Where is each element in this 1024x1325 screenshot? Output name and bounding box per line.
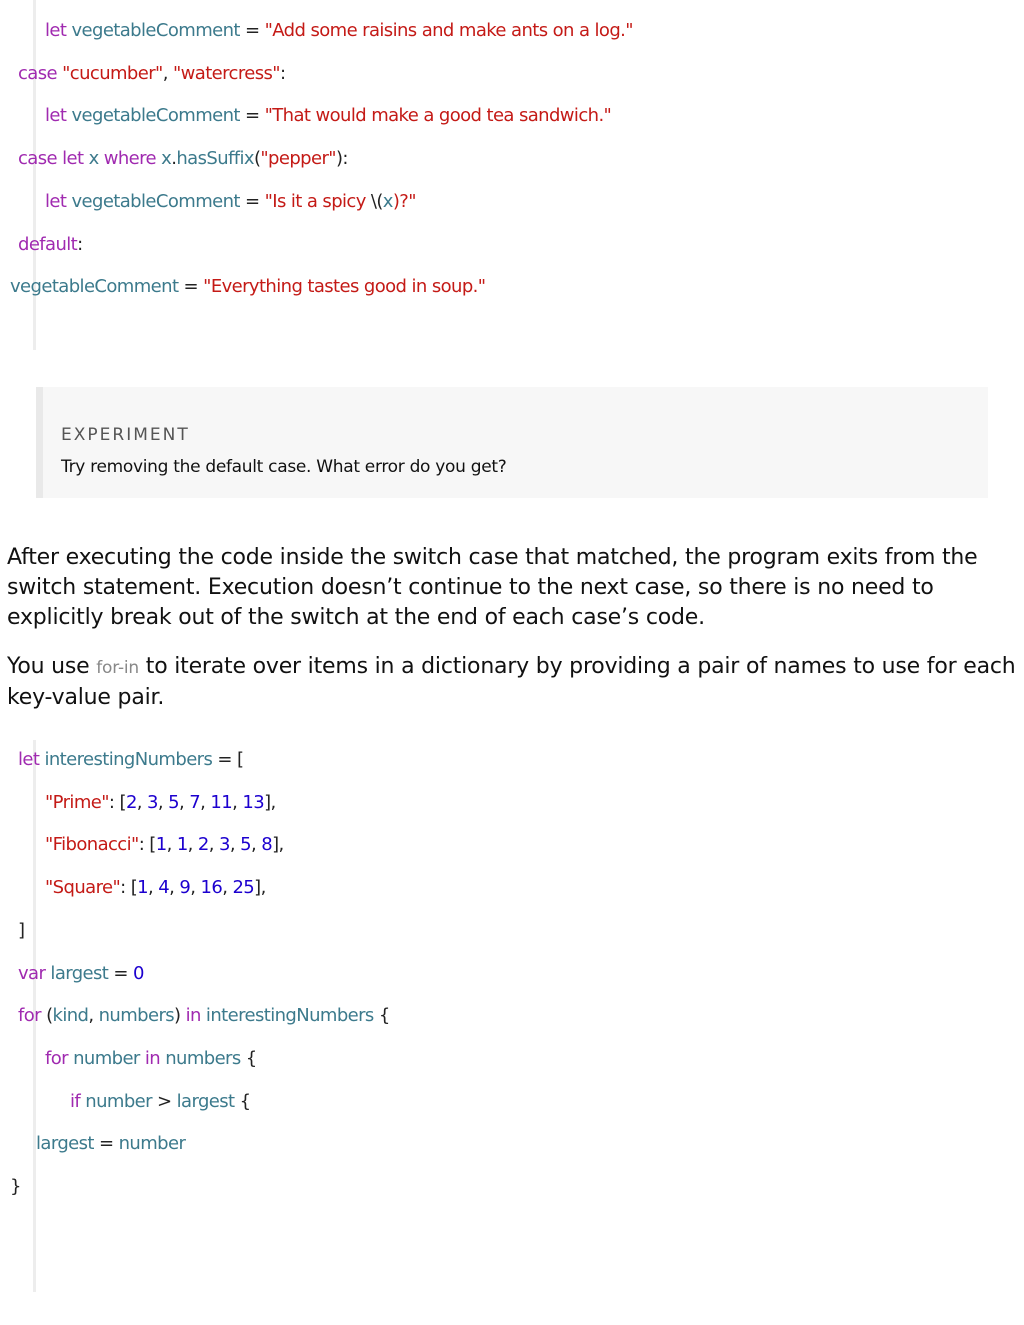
code-token: "That would make a good tea sandwich." [264, 105, 612, 127]
code-line [18, 147, 348, 171]
code-token: , [187, 834, 198, 856]
code-token: , [169, 877, 180, 899]
code-token: = [108, 962, 134, 984]
code-line [36, 1132, 185, 1156]
code-token: vegetableComment [66, 20, 240, 41]
code-line [18, 1004, 390, 1028]
code-token: for [18, 1005, 41, 1027]
code-line [18, 962, 144, 986]
code-token: numbers [98, 1005, 175, 1027]
code-token: 3 [219, 834, 230, 856]
code-token: let [45, 105, 67, 127]
code-token: , [190, 877, 201, 899]
code-token: vegetableComment [66, 105, 240, 127]
code-token: hasSuffix [176, 148, 254, 170]
code-token: let [62, 148, 84, 170]
code-token: var [18, 962, 46, 984]
code-token: "Everything tastes good in soup." [203, 276, 486, 298]
code-token: "Is it a spicy [264, 190, 371, 212]
code-token: : [ [120, 877, 138, 899]
code-token: let [18, 749, 40, 770]
code-token: "watercress" [172, 62, 280, 84]
code-token: if [70, 1090, 81, 1112]
code-line [70, 1090, 251, 1114]
paragraph-for-in [7, 652, 1019, 713]
code-token: = [239, 105, 265, 127]
code-token: 2 [125, 791, 137, 813]
code-line [45, 833, 284, 857]
code-token: , [179, 791, 190, 813]
code-token: 3 [147, 791, 158, 813]
code-token: "Square" [45, 877, 121, 899]
code-token: ( [40, 1005, 53, 1027]
code-token: , [157, 791, 169, 813]
code-token: { [234, 1090, 251, 1112]
code-token: largest [45, 962, 109, 984]
code-token: ], [272, 834, 284, 856]
code-token: let [45, 20, 67, 41]
code-token: ] [18, 919, 25, 941]
experiment-text: Try removing the default case. What error do you get? [61, 457, 507, 477]
code-token: } [10, 1176, 21, 1197]
code-token: , [208, 834, 220, 856]
code-token: 13 [242, 791, 265, 813]
code-token: : [77, 233, 83, 255]
code-line [45, 1047, 257, 1071]
experiment-callout [36, 387, 988, 498]
code-token: "cucumber" [62, 62, 163, 84]
code-token: in [185, 1005, 201, 1027]
code-token: = [239, 190, 265, 212]
code-token: { [240, 1047, 257, 1069]
code-token: = [239, 20, 265, 41]
code-token: 11 [210, 791, 233, 813]
code-token: , [200, 791, 211, 813]
code-token: )?" [392, 190, 416, 212]
code-token: 1 [155, 834, 167, 856]
code-line [45, 190, 416, 214]
code-token: , [162, 62, 173, 84]
code-token: ], [264, 791, 276, 813]
code-token: = [93, 1133, 119, 1155]
code-line [10, 1175, 21, 1199]
code-token: vegetableComment [10, 276, 179, 298]
code-token: ], [254, 877, 266, 899]
code-token: 16 [200, 877, 223, 899]
code-token: : [279, 62, 286, 84]
code-token: let [45, 190, 67, 212]
code-line [45, 791, 276, 815]
experiment-title: EXPERIMENT [61, 425, 190, 445]
code-token: vegetableComment [66, 190, 240, 212]
code-token: 1 [176, 834, 188, 856]
code-token: 25 [232, 877, 255, 899]
code-line [45, 104, 611, 128]
code-token: "Prime" [45, 791, 109, 813]
code-token: 8 [261, 834, 273, 856]
code-token: , [88, 1005, 99, 1027]
paragraph-switch-exit: After executing the code inside the switch case that matched, the program exits from the switch statement. Execution doesn’t continue to the next case, so there is no need to explicitly break out of the switch at the end of each case’s code. [7, 545, 978, 630]
code-token: interestingNumbers [39, 749, 213, 770]
code-token: "Fibonacci" [45, 834, 139, 856]
code-token: ) [174, 1005, 186, 1027]
code-token: 4 [158, 877, 170, 899]
code-token: , [232, 791, 243, 813]
code-token: , [251, 834, 262, 856]
code-line [45, 19, 633, 43]
code-token: largest [36, 1133, 94, 1155]
code-token: , [222, 877, 233, 899]
code-token: default [18, 233, 78, 255]
code-token: > [151, 1090, 177, 1112]
code-token: \( [370, 190, 383, 212]
code-token: number [118, 1133, 186, 1155]
code-line [10, 275, 485, 299]
code-token: , [166, 834, 177, 856]
code-token: interestingNumbers [200, 1005, 374, 1027]
code-token: , [136, 791, 148, 813]
code-block-for-in [0, 740, 1024, 1292]
code-line [18, 919, 24, 943]
code-token: 0 [133, 962, 144, 984]
code-block-switch [0, 0, 1024, 350]
code-token: 7 [189, 791, 201, 813]
code-token: for [45, 1047, 68, 1069]
code-token: , [148, 877, 159, 899]
code-token: case [18, 62, 57, 84]
code-token: 5 [168, 791, 180, 813]
code-token: in [144, 1047, 161, 1069]
code-token: x [83, 148, 104, 170]
code-line [18, 62, 285, 86]
code-token: = [ [212, 749, 244, 770]
code-token: : [ [108, 791, 126, 813]
code-token: 2 [197, 834, 209, 856]
code-token: where [103, 148, 157, 170]
code-token: x [156, 148, 172, 170]
code-token: ): [335, 148, 348, 170]
code-line [45, 876, 266, 900]
code-token: : [ [138, 834, 156, 856]
code-token: = [178, 276, 204, 298]
inline-code-for-in: for-in [96, 658, 139, 678]
code-token: number [67, 1047, 145, 1069]
paragraph-for-in-after: to iterate over items in a dictionary by providing a pair of names to use for each key-value pair. [7, 654, 1016, 710]
code-token: number [80, 1090, 152, 1112]
code-token: ( [253, 148, 261, 170]
code-token: , [229, 834, 241, 856]
code-token: 5 [240, 834, 251, 856]
code-token: largest [176, 1090, 235, 1112]
code-token: "Add some raisins and make ants on a log." [264, 20, 633, 41]
code-token: "pepper" [260, 148, 336, 170]
code-token: numbers [160, 1047, 241, 1069]
code-token: . [171, 148, 177, 170]
code-line [18, 748, 243, 772]
code-token: 9 [179, 877, 191, 899]
paragraph-for-in-before: You use [7, 654, 97, 679]
code-line [18, 233, 83, 257]
code-token: case [18, 148, 57, 170]
code-token: x [382, 190, 393, 212]
code-token: kind [52, 1005, 89, 1027]
code-token: { [373, 1005, 390, 1027]
code-token: 1 [137, 877, 149, 899]
